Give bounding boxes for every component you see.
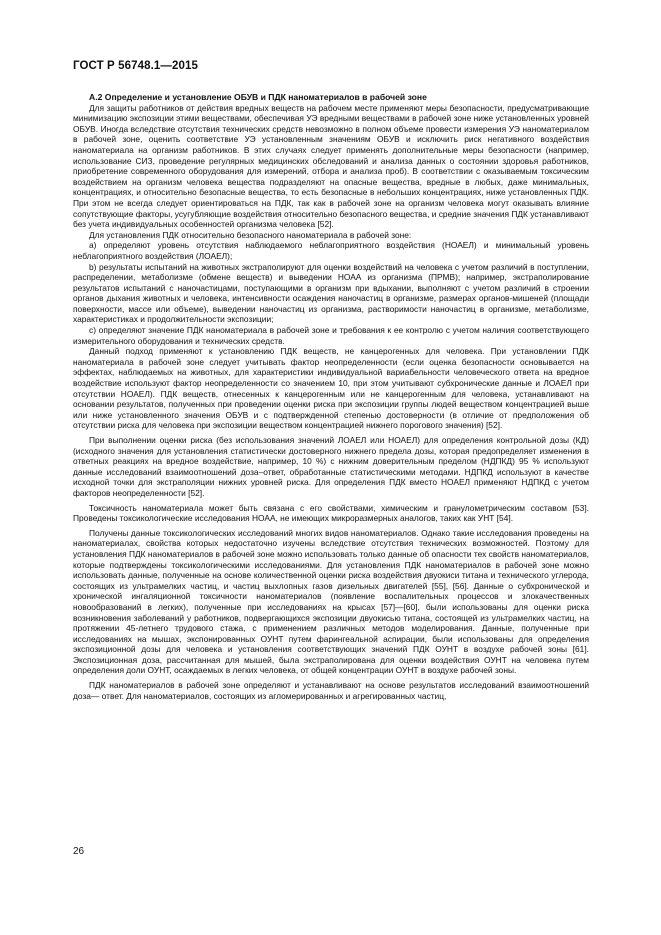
paragraph-risk-assessment: При выполнении оценки риска (без использования значений ЛОАЕЛ или НОАЕЛ) для определения контрольной дозы (КД) (исходного значения для установления статистически достоверного нижнего предела дозы, которая предопределяет изменения в ответных реакциях на вредное воздействие, например, 10 %) с нижним доверительным пределом (НДПКД) 95 % используют данные исследований взаимоотношений доза–ответ, обработанные статистическими методами. НДПКД используют в качестве исходной точки для экстраполяции нижних уровней риска. Для определения ПДК вместо НОАЕЛ применяют НДПКД с учетом факторов неопределенности [52]. xyxy=(73,435,589,498)
page-number: 26 xyxy=(73,846,85,857)
standard-header: ГОСТ Р 56748.1—2015 xyxy=(73,60,198,72)
paragraph-toxicity: Токсичность наноматериала может быть связана с его свойствами, химическим и гранулометрическим составом [53]. Проведены токсикологические исследования НОАА, не имеющих микроразмерных аналогов, таких как УНТ [54]. xyxy=(73,502,589,524)
list-item-c: с) определяют значение ПДК наноматериала в рабочей зоне и требования к ее контролю с учетом наличия соответствующего измерительного оборудования и технических средств. xyxy=(73,325,589,346)
document-body xyxy=(73,92,589,701)
list-item-a: а) определяют уровень отсутствия наблюдаемого неблагоприятного воздействия (НОАЕЛ) и минимальный уровень неблагоприятного воздействия (ЛОАЕЛ); xyxy=(73,240,589,261)
paragraph-dose-response: ПДК наноматериалов в рабочей зоне определяют и устанавливают на основе результатов исследований взаимоотношений доза— ответ. Для наноматериалов, состоящих из агломерированных и агрегированных частиц, xyxy=(73,680,589,701)
section-heading: А.2 Определение и установление ОБУВ и ПДК наноматериалов в рабочей зоне xyxy=(89,92,427,102)
paragraph-toxicology-data: Получены данные токсикологических исследований многих видов наноматериалов. Однако такие исследования проведены на наноматериалах, свойства которых недостаточно изучены вследствие отсутствия технических возможностей. Поэтому для установления ПДК наноматериалов в рабочей зоне можно использовать только данные об опасности тех свойств наноматериалов, которые подтверждены токсикологическими исследованиями. Для установления ПДК наноматериалов в рабочей зоне можно использовать данные, полученные на основе количественной оценки риска воздействия двуокиси титана и технического углерода, состоящих из ультрамелких частиц, и частиц выхлопных газов дизельных двигателей [55], [56]. Данные о субхронической и хронической ингаляционной токсичности наноматериалов (появление воспалительных процессов и злокачественных новообразований в легких), полученные при исследованиях на крысах [57]—[60], были использованы для оценки риска возникновения заболеваний у работников, подвергающихся экспозиции двуокисью титана, состоящей из ультрамелких частиц, на протяжении 45-летнего трудового стажа, с применением различных методов моделирования. Данные, полученные при исследованиях на мышах, экспонированных ОУНТ путем фарингеальной аспирации, были использованы для определения экспозиционной дозы для человека и установления соответствующих значений ПДК ОУНТ в воздухе рабочей зоны [61]. Экспозиционная доза, рассчитанная для мышей, была экстраполирована для оценки воздействия ОУНТ на человека путем определения доли ОУНТ, осаждаемых в легких человека, от общей концентрации ОУНТ в воздухе рабочей зоны. xyxy=(73,527,589,676)
paragraph-pdk-intro: Для установления ПДК относительно безопасного наноматериала в рабочей зоне: xyxy=(89,229,412,240)
paragraph-approach: Данный подход применяют к установлению ПДК веществ, не канцерогенных для человека. При установлении ПДК наноматериала в рабочей зоне следует учитывать фактор неопределенности (если оценка безопасности основывается на эффектах, наблюдаемых на животных, для характеристики индивидуальной вариабельности человеческого ответа на вредное воздействие используют фактор неопределенности со значением 10, при этом учитывают субхронические данные и ЛОАЕЛ при отсутствии НОАЕЛ). ПДК веществ, отнесенных к канцерогенным или не канцерогенным для человека, устанавливают на основании результатов, полученных при проведении оценки риска при экспозиции группы людей веществом концентрацией выше или ниже установленного значения ОБУВ и с подтвержденной степенью достоверности (в отличие от предположения об отсутствии риска для человека при экспозиции веществом концентрацией нижнего порогового значения) [52]. xyxy=(73,346,589,431)
paragraph-safety-measures: Для защиты работников от действия вредных веществ на рабочем месте применяют меры безопасности, предусматривающие минимизацию экспозиции этими веществами, обеспечивая УЭ вредными веществами в рабочей зоне ниже установленных уровней ОБУВ. Иногда вследствие отсутствия технических средств невозможно в полном объеме провести измерения УЭ наноматериалом в рабочей зоне, оценить соответствие УЭ установленным значениям ОБУВ и исключить риск негативного воздействия наноматериала на организм работников. В этих случаях следует применять дополнительные меры безопасности (например, использование СИЗ, проведение регулярных медицинских обследований и анализа данных о состоянии здоровья работников, приобретение современного оборудования для измерений, отбора и анализа проб). В соответствии с оказываемым токсическим воздействием на организм человека вещества подразделяют на опасные вещества, вредные в любых, даже минимальных, концентрациях, и относительно безопасные вещества, то есть безопасные в небольших концентрациях, ниже установленных ПДК. При этом не всегда следует ориентироваться на ПДК, так как в рабочей зоне на организм человека могут оказывать влияние сопутствующие факторы, усугубляющие воздействия относительно безопасного вещества, и средние значения ПДК устанавливают без учета индивидуальных особенностей организма человека [52]. xyxy=(73,102,589,230)
list-item-b: b) результаты испытаний на животных экстраполируют для оценки воздействий на человека с учетом различий в поступлении, распределении, метаболизме (обмене веществ) и выведении НОАА из организма (ПРМВ); например, экстраполирование результатов испытаний с наночастицами, поступающими в организм при вдыхании, выполняют с учетом различий в строении органов дыхания животных и человека, интенсивности осаждения наночастиц в организме, размерах органов-мишеней (площади поверхности, массе или объеме), выведении наночастиц из организма, растворимости наночастиц в организме, метаболизме, характеристиках и продолжительности экспозиции; xyxy=(73,261,589,325)
